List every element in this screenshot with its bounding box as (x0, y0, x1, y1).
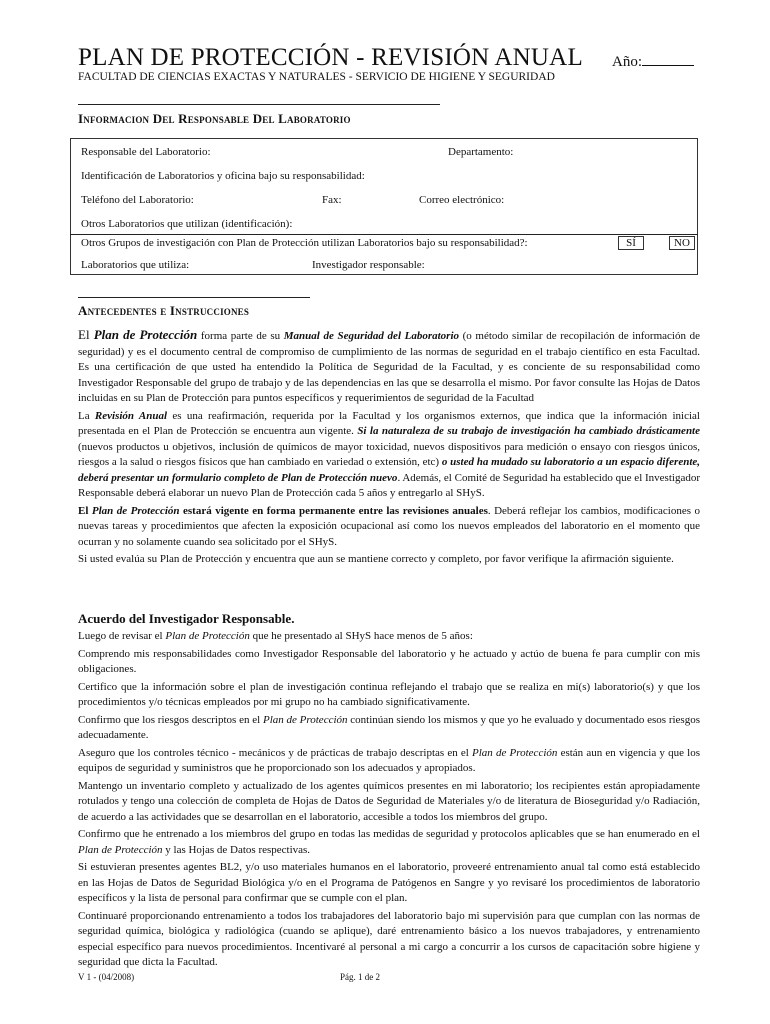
list-item: Certifico que la información sobre el plan de investigación continua reflejando el trabajo que se realiza en mi(s) laboratorio(s) y que los procedimientos y/o técnicas empleados por mi grupo no ha cambiado significativamente. (78, 680, 700, 708)
section-rule (78, 297, 310, 298)
list-item: Confirmo que he entrenado a los miembros del grupo en todas las medidas de seguridad y protocolos aplicables que se han enumerado en el Plan de Protección y las Hojas de Datos respectivas. (78, 828, 700, 856)
responsable-label[interactable]: Responsable del Laboratorio: (81, 146, 211, 158)
year-label: Año: (612, 54, 642, 70)
no-checkbox[interactable]: NO (669, 236, 695, 250)
otros-grupos-label: Otros Grupos de investigación con Plan de Protección utilizan Laboratorios bajo su responsabilidad?: (81, 237, 528, 249)
paragraph: Luego de revisar el Plan de Protección que he presentado al SHyS hace menos de 5 años: (78, 630, 473, 642)
year-input-line[interactable] (642, 52, 694, 66)
paragraph: Si usted evalúa su Plan de Protección y encuentra que aun se mantiene correcto y completo, por favor verifique la afirmación siguiente. (78, 553, 674, 565)
investigador-label[interactable]: Investigador responsable: (312, 259, 425, 271)
box-divider (70, 234, 698, 235)
list-item: Mantengo un inventario completo y actualizado de los agentes químicos presentes en mi laboratorio; los recipientes están apropiadamente rotulados y tengo una colección de completa de Hojas de Datos de Seguridad de Materiales y/o de literatura de Bioseguridad y/o Radiación, de acuerdo a las actividades que se desarrollan en el laboratorio, accesible a todos los miembros del grupo. (78, 779, 700, 823)
document-title: PLAN DE PROTECCIÓN - REVISIÓN ANUAL (78, 44, 583, 71)
antecedentes-heading: Antecedentes e Instrucciones (78, 303, 250, 318)
paragraph: El Plan de Protección forma parte de su Manual de Seguridad del Laboratorio (o método similar de recopilación de información de seguridad) y es el documento central de compromiso de cumplimiento de las normas de seguridad en el trabajo científico en esta Facultad. Es una certificación de que usted ha entendido la Política de Seguridad de la Facultad, y es conciente de su responsabilidad como Investigador Responsable del grupo de trabajo y de las dependencias en las que se desarrolla el mismo. Por favor consulte las Hojas de Datos incluidas en su Plan de Protección para puntos específicos y requerimientos de seguridad de la Facultad (78, 327, 700, 404)
info-heading: Informacion Del Responsable Del Laboratorio (78, 111, 351, 126)
correo-label[interactable]: Correo electrónico: (419, 194, 505, 206)
labs-utiliza-label[interactable]: Laboratorios que utiliza: (81, 259, 190, 271)
fax-label[interactable]: Fax: (322, 194, 342, 206)
list-item: Si estuvieran presentes agentes BL2, y/o uso materiales humanos en el laboratorio, proveeré entrenamiento anual tal como está establecido en las Hojas de Datos de Seguridad Biológica y/o en el Programa de Patógenos en Sangre y yo revisaré los procedimientos de laboratorio específicos y la lista de personal para confirmar que se cumple con el plan. (78, 861, 700, 904)
telefono-label[interactable]: Teléfono del Laboratorio: (81, 194, 194, 206)
year-field (612, 52, 694, 71)
identificacion-label[interactable]: Identificación de Laboratorios y oficina bajo su responsabilidad: (81, 170, 365, 182)
paragraph: El Plan de Protección estará vigente en forma permanente entre las revisiones anuales. Deberá reflejar los cambios, modificaciones o nuevas tareas y procedimientos que afecten la exposición ocupacional así como los nuevos empleados del laboratorio en el momento que ocurran y no solamente cuando sea solicitado por el SHyS. (78, 504, 700, 548)
info-box (70, 138, 698, 275)
list-item: Confirmo que los riesgos descriptos en el Plan de Protección continúan siendo los mismos y que yo he evaluado y documentado esos riesgos adecuadamente. (78, 713, 700, 741)
list-item: Continuaré proporcionando entrenamiento a todos los trabajadores del laboratorio bajo mi supervisión para que cumplan con las normas de seguridad química, biológica y radiológica (cuando se aplique), daré entrenamiento básico a los nuevos trabajadores, y entrenamiento especial específico para nuevos procedimientos. Incentivaré al personal a mi cargo a concurrir a los cursos de capacitación sobre higiene y seguridad que dicta la Facultad. (78, 909, 700, 968)
paragraph: La Revisión Anual es una reafirmación, requerida por la Facultad y los organismos externos, que indica que la información inicial presentada en el Plan de Protección se encuentra aun vigente. Si la naturaleza de su trabajo de investigación ha cambiado drásticamente (nuevos productos u objetivos, inclusión de químicos de mayor toxicidad, nuevos dispositivos para medición o ensayo con riesgos únicos, riesgos a la salud o riesgos físicos que han cambiado en variedad o extensión, etc) o usted ha mudado su laboratorio a un espacio diferente, deberá presentar un formulario completo de Plan de Protección nuevo. Además, el Comité de Seguridad ha establecido que el Investigador Responsable deberá elaborar un nuevo Plan de Protección cada 5 años y entregarlo al SHyS. (78, 409, 701, 499)
si-checkbox[interactable]: SÍ (618, 236, 644, 250)
antecedentes-body (78, 327, 700, 570)
footer-page-number: Pág. 1 de 2 (340, 972, 380, 982)
list-item: Comprendo mis responsabilidades como Investigador Responsable del laboratorio y he actuado y actúo de buena fe para cumplir con mis obligaciones. (78, 647, 700, 675)
departamento-label[interactable]: Departamento: (448, 146, 514, 158)
document-subtitle: FACULTAD DE CIENCIAS EXACTAS Y NATURALES - SERVICIO DE HIGIENE Y SEGURIDAD (78, 71, 555, 83)
footer-version: V 1 - (04/2008) (78, 972, 135, 982)
otros-labs-label[interactable]: Otros Laboratorios que utilizan (identificación): (81, 218, 293, 230)
acuerdo-heading: Acuerdo del Investigador Responsable. (78, 611, 295, 626)
acuerdo-body (78, 629, 700, 973)
list-item: Aseguro que los controles técnico - mecánicos y de prácticas de trabajo descriptas en el Plan de Protección están aun en vigencia y que los equipos de seguridad y suministros que he proporcionado son los adecuados y apropiados. (78, 746, 700, 774)
section-rule (78, 104, 440, 105)
